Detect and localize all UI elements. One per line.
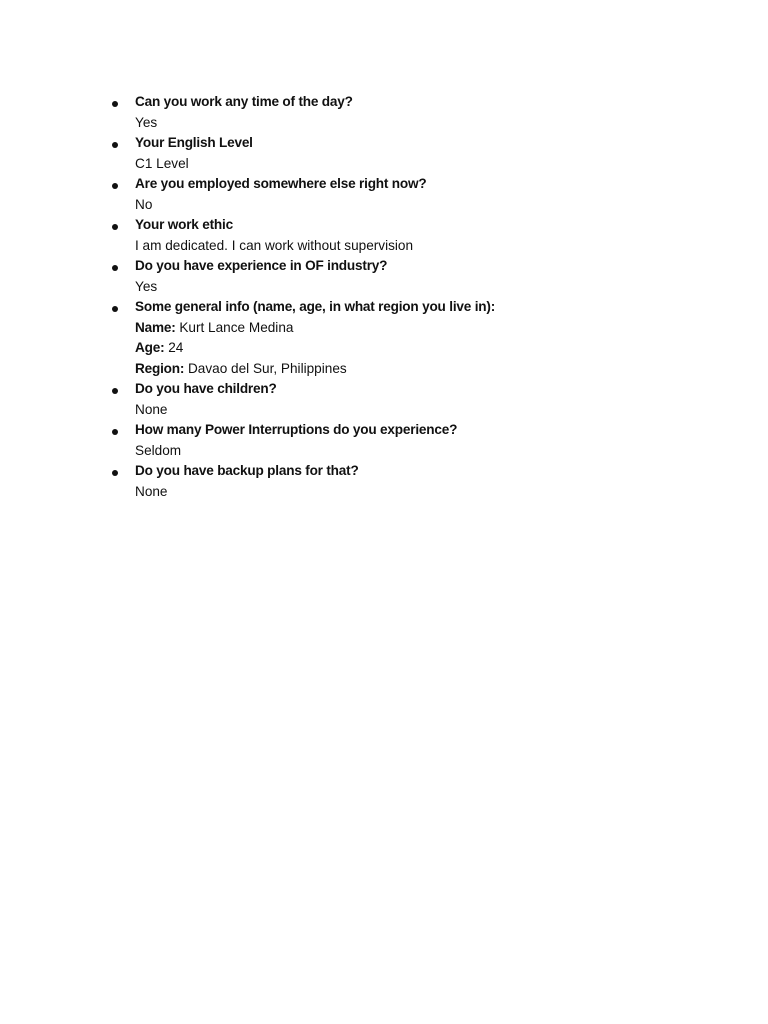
bullet-icon [112,470,118,476]
bullet-icon [112,429,118,435]
question-text: Do you have experience in OF industry? [135,258,388,273]
list-item-power-interruptions [112,420,712,461]
name-label: Name: [135,319,176,335]
question-text: Are you employed somewhere else right now? [135,176,427,191]
answer-text: Seldom [135,442,182,458]
list-item-work-ethic [112,215,712,256]
question-text: Your English Level [135,135,253,150]
bullet-icon [112,142,118,148]
answer-text: None [135,483,168,499]
list-item-general-info [112,297,712,379]
question-text: Some general info (name, age, in what region you live in): [135,299,496,314]
age-label: Age: [135,340,165,355]
question-text: Can you work any time of the day? [135,94,353,109]
age-detail [135,338,712,359]
list-item-availability [112,92,712,133]
bullet-icon [112,224,118,230]
region-label: Region: [135,360,185,376]
bullet-icon [112,265,118,271]
region-detail [135,359,712,380]
answer-text: Yes [135,278,158,294]
answer-text: No [135,196,153,212]
questionnaire-list [112,92,712,502]
answer-text: None [135,401,168,417]
list-item-backup-plans [112,461,712,502]
bullet-icon [112,101,118,107]
list-item-children [112,379,712,420]
answer-text: Yes [135,114,158,130]
question-text: Your work ethic [135,217,233,232]
list-item-english-level [112,133,712,174]
list-item-experience [112,256,712,297]
name-detail [135,318,712,339]
bullet-icon [112,306,118,312]
bullet-icon [112,388,118,394]
question-text: How many Power Interruptions do you experience? [135,422,458,437]
name-value: Kurt Lance Medina [179,319,294,335]
answer-text: I am dedicated. I can work without supervision [135,237,414,253]
question-text: Do you have backup plans for that? [135,463,359,478]
list-item-employment [112,174,712,215]
question-text: Do you have children? [135,381,277,396]
bullet-icon [112,183,118,189]
region-value: Davao del Sur, Philippines [187,360,347,376]
answer-text: C1 Level [135,155,189,171]
age-value: 24 [168,340,184,355]
